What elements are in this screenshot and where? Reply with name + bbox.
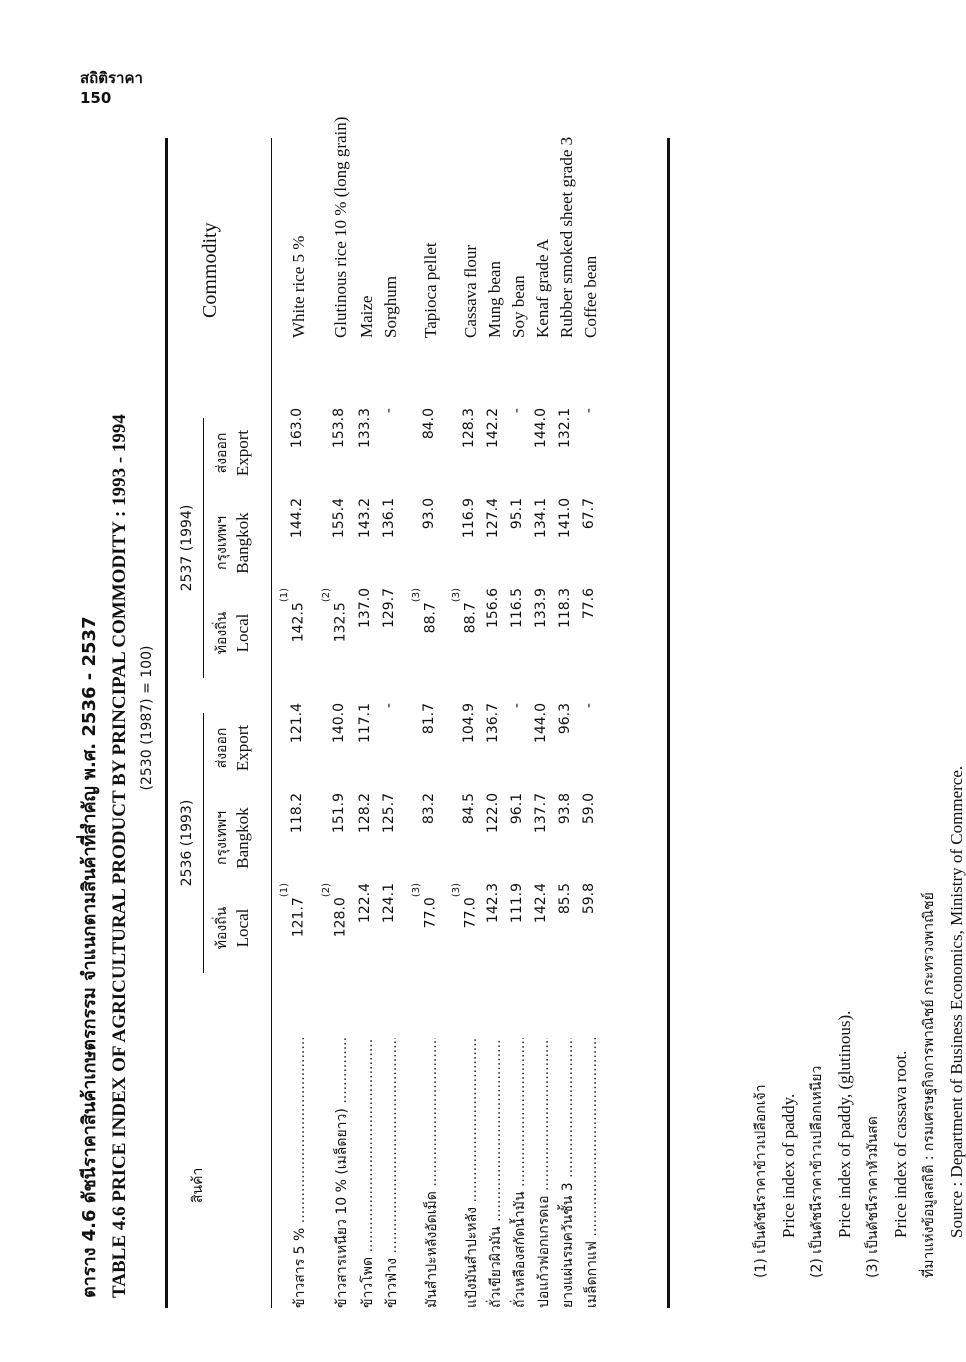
table-titles: [75, 138, 159, 1298]
commodity-thai-name: เมล็ดกาแฟ .....: [581, 1038, 603, 1308]
cell-value: 129.7: [381, 588, 397, 629]
cell-value: 133.9: [533, 588, 549, 629]
cell-value: 142.5: [290, 602, 307, 643]
cell-b1: [461, 793, 477, 863]
commodity-english-name: Sorghum: [381, 275, 400, 338]
cell-value: -: [381, 408, 397, 414]
cell-value: -: [581, 408, 597, 414]
cell-value: 163.0: [289, 408, 305, 449]
cell-value: 132.5: [332, 602, 349, 643]
cell-value: 134.1: [533, 498, 549, 539]
commodity-english-name: White rice 5 %: [289, 235, 308, 338]
commodity-thai-name: แป้งมันสำปะหลัง .....: [461, 1038, 483, 1308]
note-1-english: Price index of paddy.: [779, 1093, 798, 1238]
cell-value: 84.0: [421, 408, 437, 440]
footnote-marker: (2): [321, 883, 332, 898]
cell-b1: [533, 793, 549, 863]
cell-e1: [381, 703, 397, 773]
bangkok-th-label: กรุงเทพฯ: [214, 811, 230, 865]
commodity-english-name: Soy bean: [509, 275, 528, 338]
cell-b2: [381, 498, 397, 568]
cell-e2: [461, 408, 477, 478]
local-en-label: Local: [233, 908, 252, 948]
cell-e2: [381, 408, 397, 478]
cell-value: 122.4: [357, 883, 373, 924]
cell-value: 143.2: [357, 498, 373, 539]
source-thai: ที่มาแห่งข้อมูลสถิติ : กรมเศรษฐกิจการพาณิชย์ กระทรวงพาณิชย์: [921, 892, 937, 1278]
col-header-export-2: [211, 408, 253, 498]
cell-value: 141.0: [557, 498, 573, 539]
export-th-label: ส่งออก: [214, 432, 230, 474]
cell-b2: [557, 498, 573, 568]
cell-value: 117.1: [357, 703, 373, 744]
commodity-thai-name: ข้าวโพด .....: [357, 1038, 379, 1308]
bangkok-th-label: กรุงเทพฯ: [214, 516, 230, 570]
cell-value: 153.8: [331, 408, 347, 449]
cell-e2: [509, 408, 525, 478]
export-en-label: Export: [233, 429, 252, 477]
cell-b2: [581, 498, 597, 568]
table-row: [533, 138, 559, 1308]
cell-value: 116.9: [461, 498, 477, 539]
cell-b2: [421, 498, 437, 568]
footnote-marker: (1): [279, 883, 290, 898]
cell-value: 83.2: [421, 793, 437, 825]
cell-l1: [509, 883, 525, 953]
title-thai: ตาราง 4.6 ดัชนีราคาสินค้าเกษตรกรรม จำแนกตามสินค้าที่สำคัญ พ.ศ. 2536 - 2537: [79, 616, 100, 1298]
cell-value: 93.0: [421, 498, 437, 530]
note-1-thai: (1) เป็นดัชนีราคาข้าวเปลือกเจ้า: [753, 1084, 769, 1278]
cell-value: 128.3: [461, 408, 477, 449]
cell-value: 122.0: [485, 793, 501, 834]
cell-value: 127.4: [485, 498, 501, 539]
commodity-english-name: Kenaf grade A: [533, 238, 552, 338]
commodity-english-name: Maize: [357, 295, 376, 338]
cell-value: 96.1: [509, 793, 525, 825]
cell-l2: [533, 588, 549, 658]
cell-value: 144.2: [289, 498, 305, 539]
cell-value: 133.3: [357, 408, 373, 449]
cell-b1: [421, 793, 437, 863]
cell-e2: [357, 408, 373, 478]
cell-e2: [485, 408, 501, 478]
cell-b1: [581, 793, 597, 863]
note-3-thai: (3) เป็นดัชนีราคาหัวมันสด: [865, 1116, 881, 1278]
cell-b1: [381, 793, 397, 863]
cell-b1: [557, 793, 573, 863]
cell-l2: [509, 588, 525, 658]
cell-value: 59.8: [581, 883, 597, 915]
cell-value: 142.3: [485, 883, 501, 924]
commodity-english-name: Mung bean: [485, 261, 504, 338]
header-title: สถิติราคา: [80, 69, 143, 87]
commodity-thai-name: ข้าวฟ่าง .....: [381, 1038, 403, 1308]
cell-l1: [581, 883, 597, 953]
cell-e1: [533, 703, 549, 773]
note-2-thai: (2) เป็นดัชนีราคาข้าวเปลือกเหนียว: [809, 1065, 825, 1278]
table-bottom-rule: [667, 138, 670, 1308]
cell-e2: [289, 408, 305, 478]
cell-value: 88.7: [462, 602, 479, 634]
cell-value: 142.4: [533, 883, 549, 924]
footnote-marker: (3): [411, 588, 422, 603]
cell-value: 95.1: [509, 498, 525, 530]
cell-l2: [279, 588, 307, 658]
note-3-english: Price index of cassava root.: [891, 1050, 910, 1238]
cell-l1: [411, 883, 439, 953]
cell-value: 128.2: [357, 793, 373, 834]
col-header-bangkok-2: [211, 498, 253, 588]
commodity-thai-name: ปอแก้วฟอกเกรดเอ .....: [533, 1038, 555, 1308]
col-header-commodity-en: Commodity: [199, 222, 221, 318]
cell-value: -: [509, 408, 525, 414]
cell-value: 84.5: [461, 793, 477, 825]
commodity-english-name: Coffee bean: [581, 255, 600, 338]
col-header-year-1994: 2537 (1994): [179, 504, 195, 592]
cell-e1: [331, 703, 347, 773]
export-th-label: ส่งออก: [214, 727, 230, 769]
table-row: [451, 138, 487, 1308]
cell-l2: [485, 588, 501, 658]
cell-value: 67.7: [581, 498, 597, 530]
table-row: [411, 138, 447, 1308]
cell-value: 118.3: [557, 588, 573, 629]
cell-l1: [557, 883, 573, 953]
cell-b1: [289, 793, 305, 863]
header-bottom-rule: [271, 138, 272, 1308]
table-row: [581, 138, 607, 1308]
cell-e1: [581, 703, 597, 773]
page-header: [80, 68, 143, 108]
local-th-label: ท้องถิ่น: [214, 611, 230, 655]
cell-value: 118.2: [289, 793, 305, 834]
cell-value: 59.0: [581, 793, 597, 825]
cell-e1: [357, 703, 373, 773]
cell-value: 93.8: [557, 793, 573, 825]
cell-l2: [357, 588, 373, 658]
cell-l1: [381, 883, 397, 953]
footnote-marker: (1): [279, 588, 290, 603]
commodity-thai-name: ข้าวสารเหนียว 10 % (เมล็ดยาว) .....: [331, 1038, 353, 1308]
cell-value: 111.9: [509, 883, 525, 924]
table-row: [321, 116, 357, 1308]
cell-b1: [331, 793, 347, 863]
commodity-thai-name: ยางแผ่นรมควันชั้น 3 .....: [557, 1038, 579, 1308]
cell-value: 77.6: [581, 588, 597, 620]
cell-value: 144.0: [533, 408, 549, 449]
cell-b2: [485, 498, 501, 568]
table-row: [279, 138, 315, 1308]
cell-value: 121.4: [289, 703, 305, 744]
table-row: [485, 138, 511, 1308]
base-year-note: (2530 (1987) = 100): [139, 645, 155, 791]
cell-l2: [557, 588, 573, 658]
cell-b1: [485, 793, 501, 863]
cell-e2: [557, 408, 573, 478]
cell-value: 132.1: [557, 408, 573, 449]
cell-l2: [581, 588, 597, 658]
cell-value: 142.2: [485, 408, 501, 449]
export-en-label: Export: [233, 724, 252, 772]
footnote-marker: (2): [321, 588, 332, 603]
cell-value: 121.7: [290, 897, 307, 938]
footnote-marker: (3): [451, 588, 462, 603]
table-row: [509, 138, 535, 1308]
cell-l1: [279, 883, 307, 953]
cell-b2: [461, 498, 477, 568]
source-english: Source : Department of Business Economics, Ministry of Commerce.: [947, 765, 966, 1238]
cell-value: 128.0: [332, 897, 349, 938]
cell-value: 156.6: [485, 588, 501, 629]
cell-value: 144.0: [533, 703, 549, 744]
cell-b1: [509, 793, 525, 863]
cell-l1: [451, 883, 479, 953]
col-header-export-1: [211, 703, 253, 793]
commodity-thai-name: ข้าวสาร 5 % .....: [289, 1038, 311, 1308]
local-th-label: ท้องถิ่น: [214, 906, 230, 950]
cell-value: 96.3: [557, 703, 573, 735]
cell-value: 137.0: [357, 588, 373, 629]
cell-b1: [357, 793, 373, 863]
cell-value: 151.9: [331, 793, 347, 834]
cell-l1: [533, 883, 549, 953]
cell-value: -: [381, 703, 397, 709]
cell-value: 124.1: [381, 883, 397, 924]
cell-b2: [357, 498, 373, 568]
commodity-english-name: Cassava flour: [461, 244, 480, 338]
cell-e1: [421, 703, 437, 773]
local-en-label: Local: [233, 613, 252, 653]
page-number: 150: [80, 89, 112, 107]
cell-value: 136.1: [381, 498, 397, 539]
col-header-commodity-th: สินค้า: [190, 1167, 206, 1203]
cell-value: 137.7: [533, 793, 549, 834]
table-top-rule: [165, 138, 168, 1308]
cell-e2: [533, 408, 549, 478]
cell-l2: [381, 588, 397, 658]
cell-e1: [509, 703, 525, 773]
table-row: [357, 138, 383, 1308]
table-notes: [747, 158, 966, 1278]
title-english: TABLE 4.6 PRICE INDEX OF AGRICULTURAL PRODUCT BY PRINCIPAL COMMODITY : 1993 - 1994: [109, 414, 130, 1298]
footnote-marker: (3): [451, 883, 462, 898]
commodity-english-name: Rubber smoked sheet grade 3: [557, 136, 576, 338]
col-header-bangkok-1: [211, 793, 253, 883]
cell-e2: [581, 408, 597, 478]
cell-value: 81.7: [421, 703, 437, 735]
cell-e1: [557, 703, 573, 773]
cell-l2: [411, 588, 439, 658]
commodity-english-name: Glutinous rice 10 % (long grain): [331, 116, 350, 338]
cell-b2: [289, 498, 305, 568]
year-1994-rule: [203, 418, 204, 678]
commodity-thai-name: มันสำปะหลังอัดเม็ด .....: [421, 1038, 443, 1308]
cell-b2: [533, 498, 549, 568]
footnote-marker: (3): [411, 883, 422, 898]
table-row: [381, 138, 407, 1308]
cell-l1: [357, 883, 373, 953]
cell-value: 136.7: [485, 703, 501, 744]
cell-l2: [451, 588, 479, 658]
year-1993-rule: [203, 713, 204, 973]
col-header-year-1993: 2536 (1993): [179, 799, 195, 887]
cell-value: 77.0: [462, 897, 479, 929]
cell-e1: [485, 703, 501, 773]
commodity-thai-name: ถั่วเขียวผิวมัน .....: [485, 1038, 507, 1308]
bangkok-en-label: Bangkok: [233, 807, 252, 869]
bangkok-en-label: Bangkok: [233, 512, 252, 574]
table-row: [557, 138, 583, 1308]
cell-b2: [331, 498, 347, 568]
col-header-local-1: [211, 883, 253, 973]
cell-value: 104.9: [461, 703, 477, 744]
cell-value: -: [509, 703, 525, 709]
cell-value: 116.5: [509, 588, 525, 629]
col-header-local-2: [211, 588, 253, 678]
cell-value: 125.7: [381, 793, 397, 834]
cell-e1: [289, 703, 305, 773]
commodity-english-name: Tapioca pellet: [421, 242, 440, 338]
rotated-table-page: [75, 116, 966, 1318]
commodity-thai-name: ถั่วเหลืองสกัดน้ำมัน .....: [509, 1038, 531, 1308]
cell-e1: [461, 703, 477, 773]
cell-e2: [331, 408, 347, 478]
note-2-english: Price index of paddy, (glutinous).: [835, 1010, 854, 1238]
cell-b2: [509, 498, 525, 568]
cell-value: 77.0: [422, 897, 439, 929]
cell-value: 85.5: [557, 883, 573, 915]
cell-e2: [421, 408, 437, 478]
cell-value: 88.7: [422, 602, 439, 634]
cell-l2: [321, 588, 349, 658]
cell-value: 155.4: [331, 498, 347, 539]
cell-value: -: [581, 703, 597, 709]
cell-value: 140.0: [331, 703, 347, 744]
cell-l1: [485, 883, 501, 953]
cell-l1: [321, 883, 349, 953]
